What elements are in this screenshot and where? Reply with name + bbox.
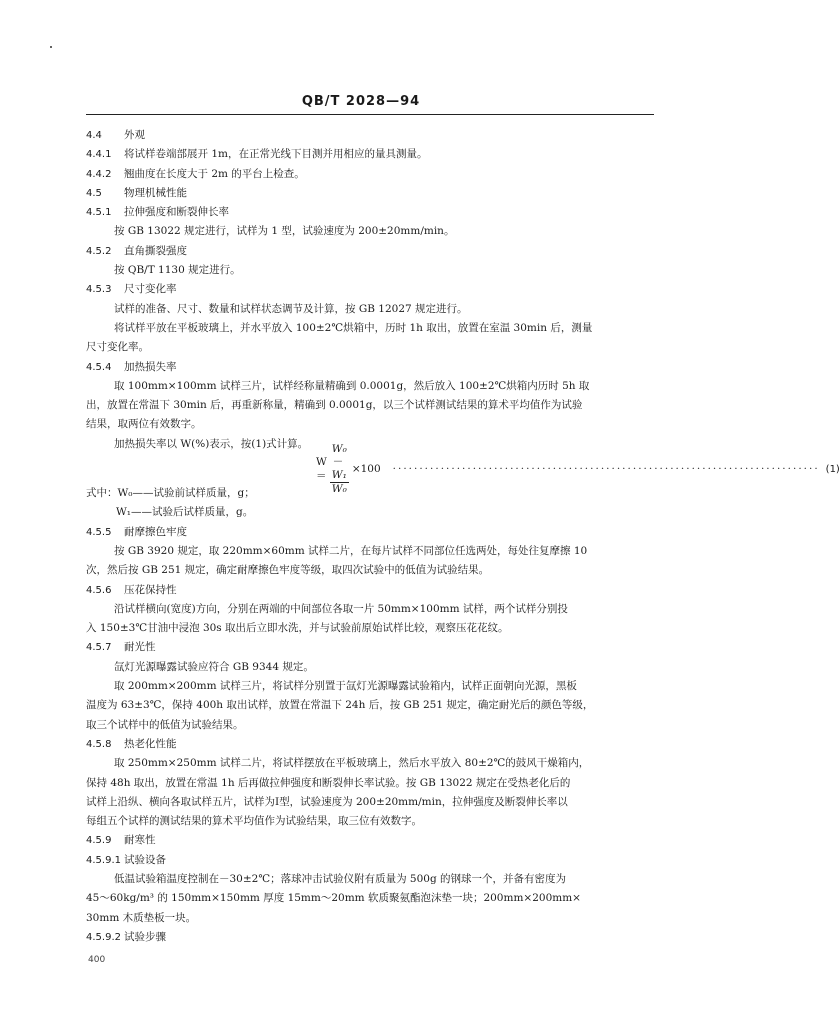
paragraph-line: 尺寸变化率。	[86, 341, 149, 354]
section-heading	[86, 581, 656, 600]
section-number: 4.5.9.1	[86, 854, 121, 866]
body-text	[86, 126, 840, 947]
section-heading	[86, 831, 656, 850]
section-number: 4.5.7	[86, 642, 112, 654]
section-title: 直角撕裂强度	[124, 244, 187, 257]
scan-speck	[50, 46, 52, 48]
header-rule	[86, 114, 654, 115]
paragraph-line: 低温试验箱温度控制在－30±2℃；落球冲击试验仪附有质量为 500g 的钢球一个，并备有密度为	[114, 872, 567, 885]
paragraph-line: 保持 48h 取出，放置在常温 1h 后再做拉伸强度和断裂伸长率试验。按 GB 13022 规定在受热老化后的	[86, 776, 571, 789]
paragraph-line: 出，放置在常温下 30min 后，再重新称量，精确到 0.0001g，以三个试样测试结果的算术平均值作为试验	[86, 399, 583, 412]
section-heading	[86, 126, 656, 145]
paragraph-line: 按 GB 13022 规定进行，试样为 1 型，试验速度为 200±20mm/min。	[114, 225, 455, 238]
paragraph-line: 氙灯光源曝露试验应符合 GB 9344 规定。	[114, 660, 314, 673]
section-title: 试验设备	[124, 853, 166, 866]
section-heading	[86, 735, 656, 754]
paragraph-line: 结果，取两位有效数字。	[86, 418, 202, 431]
variable-definition: W₁——试验后试样质量，g。	[116, 506, 254, 519]
section-title: 耐光性	[124, 641, 156, 654]
formula-tail: ×100	[351, 463, 381, 476]
section-number: 4.5.9.2	[86, 931, 121, 943]
paragraph-line: 沿试样横向(宽度)方向，分别在两端的中间部位各取一片 50mm×100mm 试样，两个试样分别投	[114, 602, 568, 615]
paragraph-line: 30mm 木质垫板一块。	[86, 911, 197, 924]
equation-number: (1)	[825, 463, 840, 475]
formula-numerator: W₀－W₁	[331, 442, 347, 481]
section-number: 4.5.2	[86, 245, 112, 257]
paragraph-line: 将试样平放在平板玻璃上，并水平放入 100±2℃烘箱中，历时 1h 取出，放置在室温 30min 后，测量	[114, 321, 593, 334]
section-heading	[86, 184, 656, 203]
paragraph-line: 取 250mm×250mm 试样二片，将试样摆放在平板玻璃上，然后水平放入 80±2℃的鼓风干燥箱内，	[114, 757, 590, 770]
formula-leader-dots: ················································································	[392, 463, 820, 476]
paragraph-line: 次，然后按 GB 251 规定，确定耐摩擦色牢度等级，取四次试验中的低值为试验结果。	[86, 564, 490, 577]
paragraph-line: 按 GB 3920 规定，取 220mm×60mm 试样二片，在每片试样不同部位任选两处，每处往复摩擦 10	[114, 544, 588, 557]
formula-denominator: W₀	[331, 482, 347, 495]
section-number: 4.4.2	[86, 168, 112, 180]
paragraph-line: 加热损失率以 W(%)表示，按(1)式计算。	[114, 437, 309, 450]
section-number: 4.4.1	[86, 149, 112, 161]
section-number: 4.5	[86, 187, 102, 199]
section-heading	[86, 203, 656, 222]
formula-lhs: W＝	[316, 455, 327, 482]
section-heading	[86, 358, 656, 377]
section-title: 尺寸变化率	[124, 283, 177, 296]
formula-fraction	[330, 443, 349, 496]
paragraph-line: 试样的准备、尺寸、数量和试样状态调节及计算，按 GB 12027 规定进行。	[114, 302, 468, 315]
paragraph-line: 取三个试样中的低值为试验结果。	[86, 718, 244, 731]
section-heading	[86, 928, 656, 947]
section-title: 翘曲度在长度大于 2m 的平台上检查。	[124, 167, 305, 180]
variable-definition: 式中：W₀——试验前试样质量，g；	[86, 487, 255, 500]
paragraph-line: 温度为 63±3℃，保持 400h 取出试样，放置在常温下 24h 后，按 GB 251 规定，确定耐光后的颜色等级，	[86, 699, 594, 712]
paragraph-line: 入 150±3℃甘油中浸泡 30s 取出后立即水洗，并与试验前原始试样比较，观察压花花纹。	[86, 622, 509, 635]
section-title: 压花保持性	[124, 583, 177, 596]
section-title: 物理机械性能	[124, 186, 187, 199]
section-title: 拉伸强度和断裂伸长率	[124, 206, 229, 219]
paragraph-line: 按 QB/T 1130 规定进行。	[114, 264, 241, 277]
section-title: 耐摩擦色牢度	[124, 525, 187, 538]
section-heading	[86, 523, 656, 542]
paragraph-line: 45～60kg/m³ 的 150mm×150mm 厚度 15mm～20mm 软质聚氨酯泡沫垫一块；200mm×200mm×	[86, 892, 581, 905]
paragraph-line: 取 200mm×200mm 试样三片，将试样分别置于氙灯光源曝露试验箱内，试样正面朝向光源，黑板	[114, 680, 577, 693]
section-title: 外观	[124, 129, 145, 141]
section-heading	[86, 851, 656, 870]
page-number: 400	[88, 955, 106, 965]
section-number: 4.5.1	[86, 207, 112, 219]
section-heading	[86, 145, 656, 164]
section-number: 4.4	[86, 130, 102, 141]
section-number: 4.5.8	[86, 738, 112, 750]
section-number: 4.5.3	[86, 284, 112, 296]
section-heading	[86, 638, 656, 657]
section-number: 4.5.4	[86, 361, 112, 373]
paragraph-line: 每组五个试样的测试结果的算术平均值作为试验结果，取三位有效数字。	[86, 815, 422, 828]
section-title: 加热损失率	[124, 360, 177, 373]
paragraph-line: 试样上沿纵、横向各取试样五片，试样为Ⅰ型，试验速度为 200±20mm/min，拉伸强度及断裂伸长率以	[86, 795, 568, 808]
section-title: 耐寒性	[124, 834, 156, 847]
section-number: 4.5.9	[86, 835, 112, 847]
section-title: 热老化性能	[124, 737, 177, 750]
page-header: QB/T 2028—94	[301, 94, 421, 109]
section-number: 4.5.6	[86, 584, 112, 596]
section-heading	[86, 242, 656, 261]
section-number: 4.5.5	[86, 526, 112, 538]
section-heading	[86, 280, 656, 299]
section-title: 将试样卷端部展开 1m，在正常光线下目测并用相应的量具测量。	[124, 148, 428, 161]
section-title: 试验步骤	[124, 930, 166, 943]
section-heading	[86, 165, 656, 184]
paragraph-line: 取 100mm×100mm 试样三片，试样经称量精确到 0.0001g，然后放入 100±2℃烘箱内历时 5h 取	[114, 379, 590, 392]
